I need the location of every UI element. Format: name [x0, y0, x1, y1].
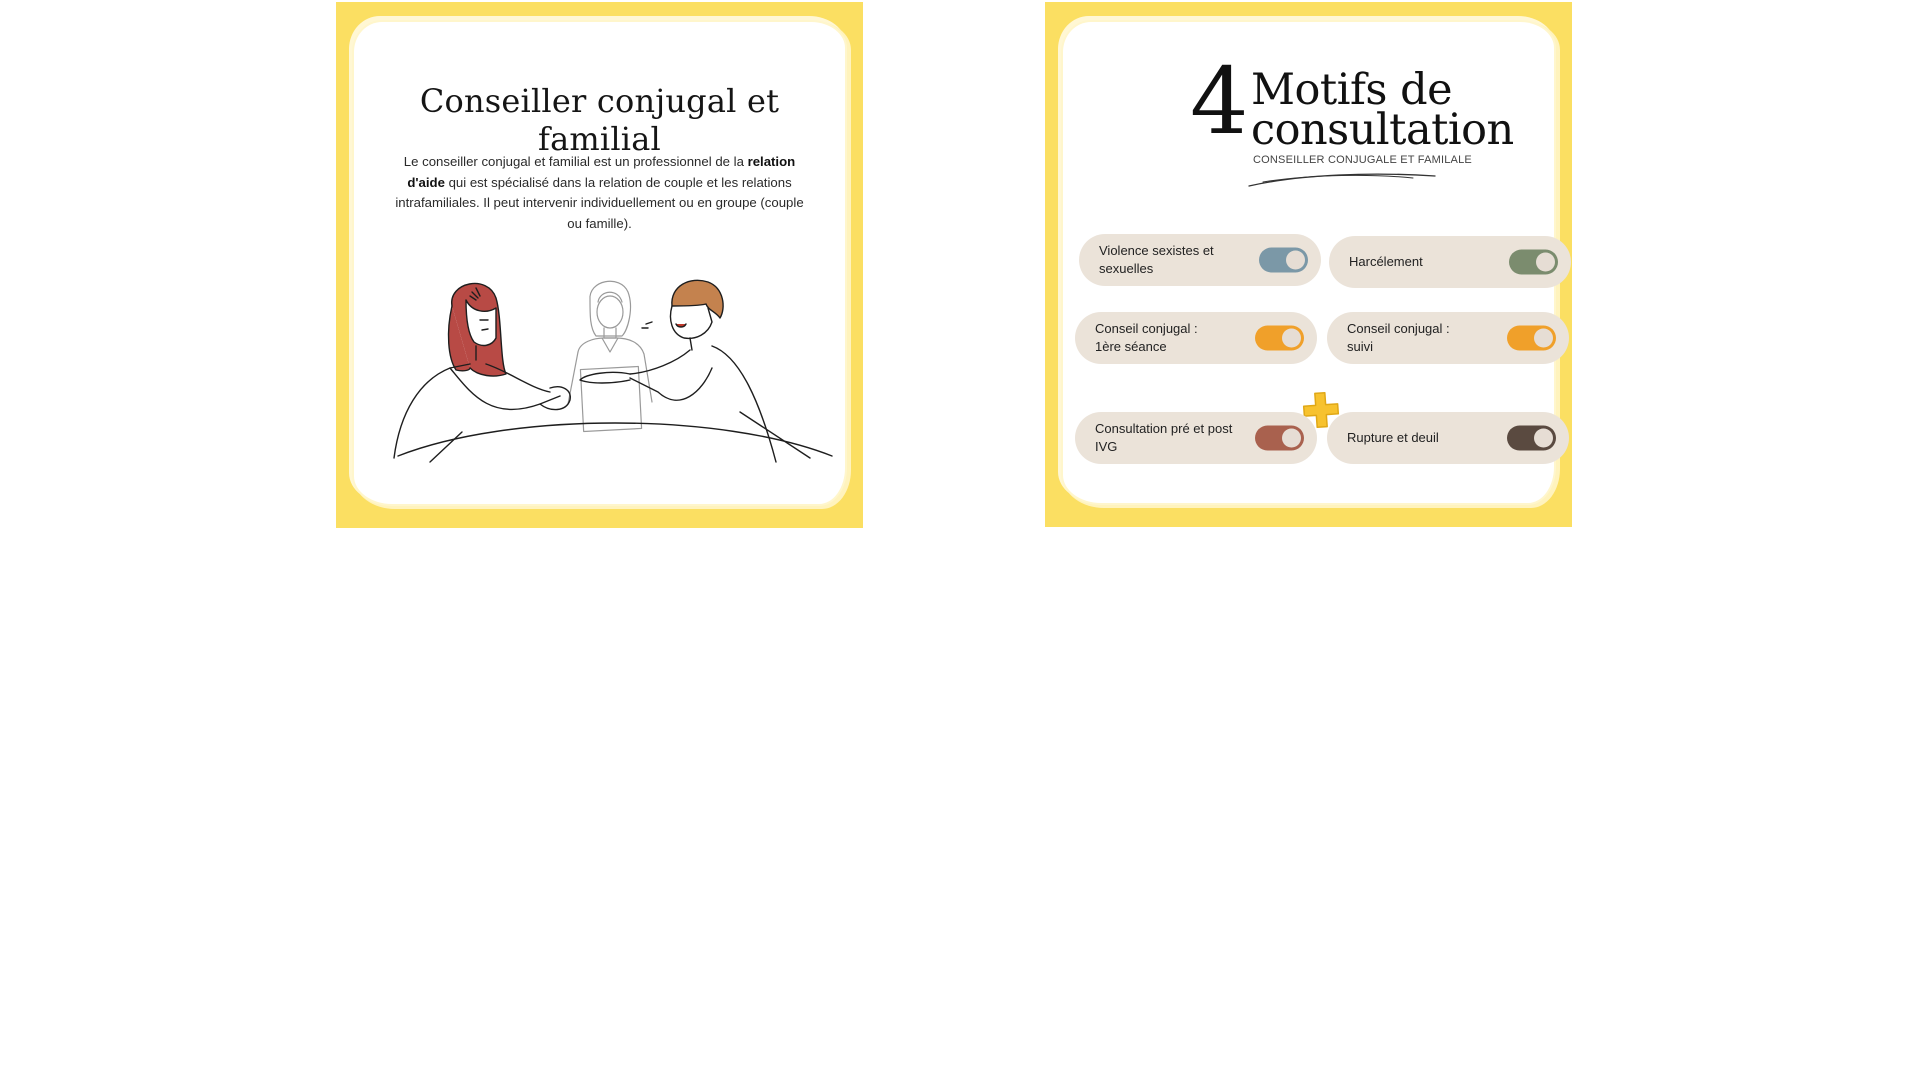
motif-label [1347, 320, 1497, 356]
motif-label-line1: Rupture et deuil [1347, 430, 1439, 445]
toggle-knob [1534, 429, 1553, 448]
motif-label [1095, 420, 1245, 456]
toggle-switch[interactable] [1507, 326, 1556, 351]
motif-consultation-ivg[interactable] [1075, 412, 1317, 464]
motif-label-line1: Harcélement [1349, 254, 1423, 269]
card-description [392, 152, 807, 234]
toggle-knob [1536, 253, 1555, 272]
toggle-switch[interactable] [1255, 326, 1304, 351]
motifs-subtitle: CONSEILLER CONJUGALE ET FAMILALE [1253, 154, 1472, 166]
motif-label-line2: IVG [1095, 439, 1118, 454]
motif-label-line2: 1ère séance [1095, 339, 1167, 354]
motif-label-line1: Consultation pré et post [1095, 421, 1233, 436]
toggle-switch[interactable] [1255, 426, 1304, 451]
counselor-figure [568, 281, 652, 431]
motif-conseil-suivi[interactable] [1327, 312, 1569, 364]
motif-label-line1: Violence sexistes et [1099, 243, 1214, 258]
motif-label-line1: Conseil conjugal : [1095, 321, 1198, 336]
description-part-2: qui est spécialisé dans la relation de couple et les relations intrafamiliales. Il peut intervenir individuellement ou en groupe (couple ou famille). [395, 174, 804, 231]
motif-label-line2: suivi [1347, 339, 1374, 354]
motif-label [1347, 429, 1497, 447]
motif-conseil-premiere-seance[interactable] [1075, 312, 1317, 364]
motif-rupture-deuil[interactable] [1327, 412, 1569, 464]
toggle-knob [1282, 329, 1301, 348]
card-inner-panel [354, 22, 845, 504]
toggle-knob [1286, 251, 1305, 270]
toggle-knob [1534, 329, 1553, 348]
motif-label [1349, 253, 1499, 271]
description-bold: relation d'aide [407, 154, 796, 190]
motif-label-line1: Conseil conjugal : [1347, 321, 1450, 336]
motifs-title-line2: consultation [1251, 105, 1514, 155]
motifs-title-line1: Motifs de [1251, 65, 1453, 115]
toggle-knob [1282, 429, 1301, 448]
toggle-switch[interactable] [1509, 250, 1558, 275]
swoosh-underline-icon [1243, 168, 1443, 190]
toggle-switch[interactable] [1507, 426, 1556, 451]
card-motifs-consultation [1045, 2, 1572, 527]
counseling-session-illustration [390, 272, 840, 512]
motif-label [1099, 242, 1249, 278]
card-conseiller-conjugal [336, 2, 863, 528]
card-title: Conseiller conjugal et familial [419, 82, 780, 158]
motif-label-line2: sexuelles [1099, 261, 1154, 276]
description-part-1: Le conseiller conjugal et familial est un professionnel de la [403, 154, 748, 169]
motif-violence[interactable] [1079, 234, 1321, 286]
motifs-title [1251, 65, 1514, 155]
card-inner-panel [1063, 22, 1554, 503]
motif-label [1095, 320, 1245, 356]
motifs-number: 4 [1190, 48, 1249, 155]
woman-figure [394, 284, 570, 462]
toggle-switch[interactable] [1259, 248, 1308, 273]
motif-harcelement[interactable] [1329, 236, 1571, 288]
